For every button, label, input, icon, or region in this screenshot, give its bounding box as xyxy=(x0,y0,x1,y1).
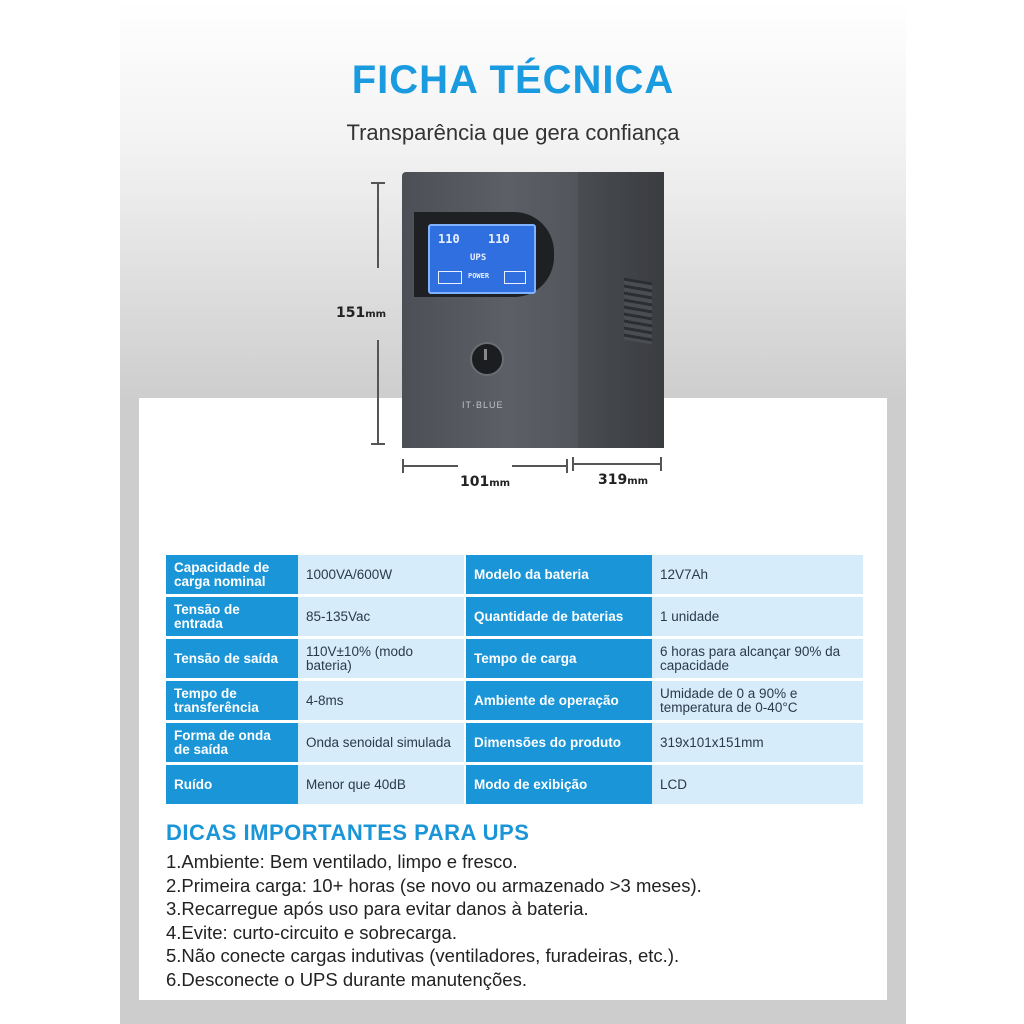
lcd-mode-label: UPS xyxy=(470,253,487,263)
depth-dimension-label: 319mm xyxy=(598,472,649,488)
spec-value: Menor que 40dB xyxy=(298,765,464,804)
height-dimension-cap-bottom xyxy=(371,443,385,445)
spec-value: 85-135Vac xyxy=(298,597,464,636)
height-dimension-cap-top xyxy=(371,182,385,184)
height-dimension-line-bottom xyxy=(377,340,379,444)
table-row xyxy=(166,765,863,804)
width-dimension-line-left xyxy=(402,465,458,467)
spec-table xyxy=(166,552,863,807)
width-dimension-label: 101mm xyxy=(460,474,511,490)
list-item: 3.Recarregue após uso para evitar danos à bateria. xyxy=(166,898,589,919)
spec-value: 6 horas para alcançar 90% da capacidade xyxy=(652,639,863,678)
table-row xyxy=(166,597,863,636)
spec-label: Modelo da bateria xyxy=(466,555,652,594)
list-item: 5.Não conecte cargas indutivas (ventiladores, furadeiras, etc.). xyxy=(166,945,680,966)
spec-label: Dimensões do produto xyxy=(466,723,652,762)
height-dimension-line-top xyxy=(377,182,379,268)
battery-icon xyxy=(438,271,462,284)
table-row xyxy=(166,681,863,720)
list-item: 4.Evite: curto-circuito e sobrecarga. xyxy=(166,921,457,943)
page-title: FICHA TÉCNICA xyxy=(351,58,675,102)
ups-product-image xyxy=(402,172,664,448)
table-row xyxy=(166,723,863,762)
width-dimension-cap-left xyxy=(402,459,404,473)
spec-value: 319x101x151mm xyxy=(652,723,863,762)
width-dimension-cap-right xyxy=(566,459,568,473)
spec-value: 110V±10% (modo bateria) xyxy=(298,639,464,678)
width-dimension-line-right xyxy=(512,465,568,467)
table-row xyxy=(166,639,863,678)
depth-dimension-cap-right xyxy=(660,457,662,471)
depth-dimension-cap-left xyxy=(572,457,574,471)
power-button-icon xyxy=(470,342,504,376)
spec-label: Modo de exibição xyxy=(466,765,652,804)
load-icon xyxy=(504,271,526,284)
tips-heading: DICAS IMPORTANTES PARA UPS xyxy=(166,820,530,845)
spec-label: Tempo de transferência xyxy=(166,681,298,720)
ventilation-grille xyxy=(624,278,652,345)
spec-label: Tensão de saída xyxy=(166,639,298,678)
spec-label: Tempo de carga xyxy=(466,639,652,678)
tips-list xyxy=(166,850,702,991)
spec-value: 4-8ms xyxy=(298,681,464,720)
depth-dimension-line xyxy=(572,463,662,465)
spec-value: 1 unidade xyxy=(652,597,863,636)
spec-value: LCD xyxy=(652,765,863,804)
brand-logo: IT·BLUE xyxy=(462,400,504,410)
spec-value: 1000VA/600W xyxy=(298,555,464,594)
lcd-input-voltage: 110 xyxy=(438,232,460,246)
lcd-power-label: POWER xyxy=(468,272,490,280)
spec-label: Quantidade de baterias xyxy=(466,597,652,636)
list-item: 2.Primeira carga: 10+ horas (se novo ou armazenado >3 meses). xyxy=(166,874,702,896)
table-row xyxy=(166,555,863,594)
spec-label: Tensão de entrada xyxy=(166,597,298,636)
page-subtitle: Transparência que gera confiança xyxy=(346,120,680,145)
spec-value: Onda senoidal simulada xyxy=(298,723,464,762)
spec-label: Capacidade de carga nominal xyxy=(166,555,298,594)
list-item: 6.Desconecte o UPS durante manutenções. xyxy=(166,968,527,990)
spec-value: 12V7Ah xyxy=(652,555,863,594)
spec-label: Forma de onda de saída xyxy=(166,723,298,762)
lcd-output-voltage: 110 xyxy=(488,232,510,246)
height-dimension-label: 151mm xyxy=(336,305,387,321)
spec-value: Umidade de 0 a 90% e temperatura de 0-40°C xyxy=(652,681,863,720)
lcd-display xyxy=(428,224,536,294)
spec-label: Ambiente de operação xyxy=(466,681,652,720)
spec-label: Ruído xyxy=(166,765,298,804)
list-item: 1.Ambiente: Bem ventilado, limpo e fresco. xyxy=(166,851,518,872)
